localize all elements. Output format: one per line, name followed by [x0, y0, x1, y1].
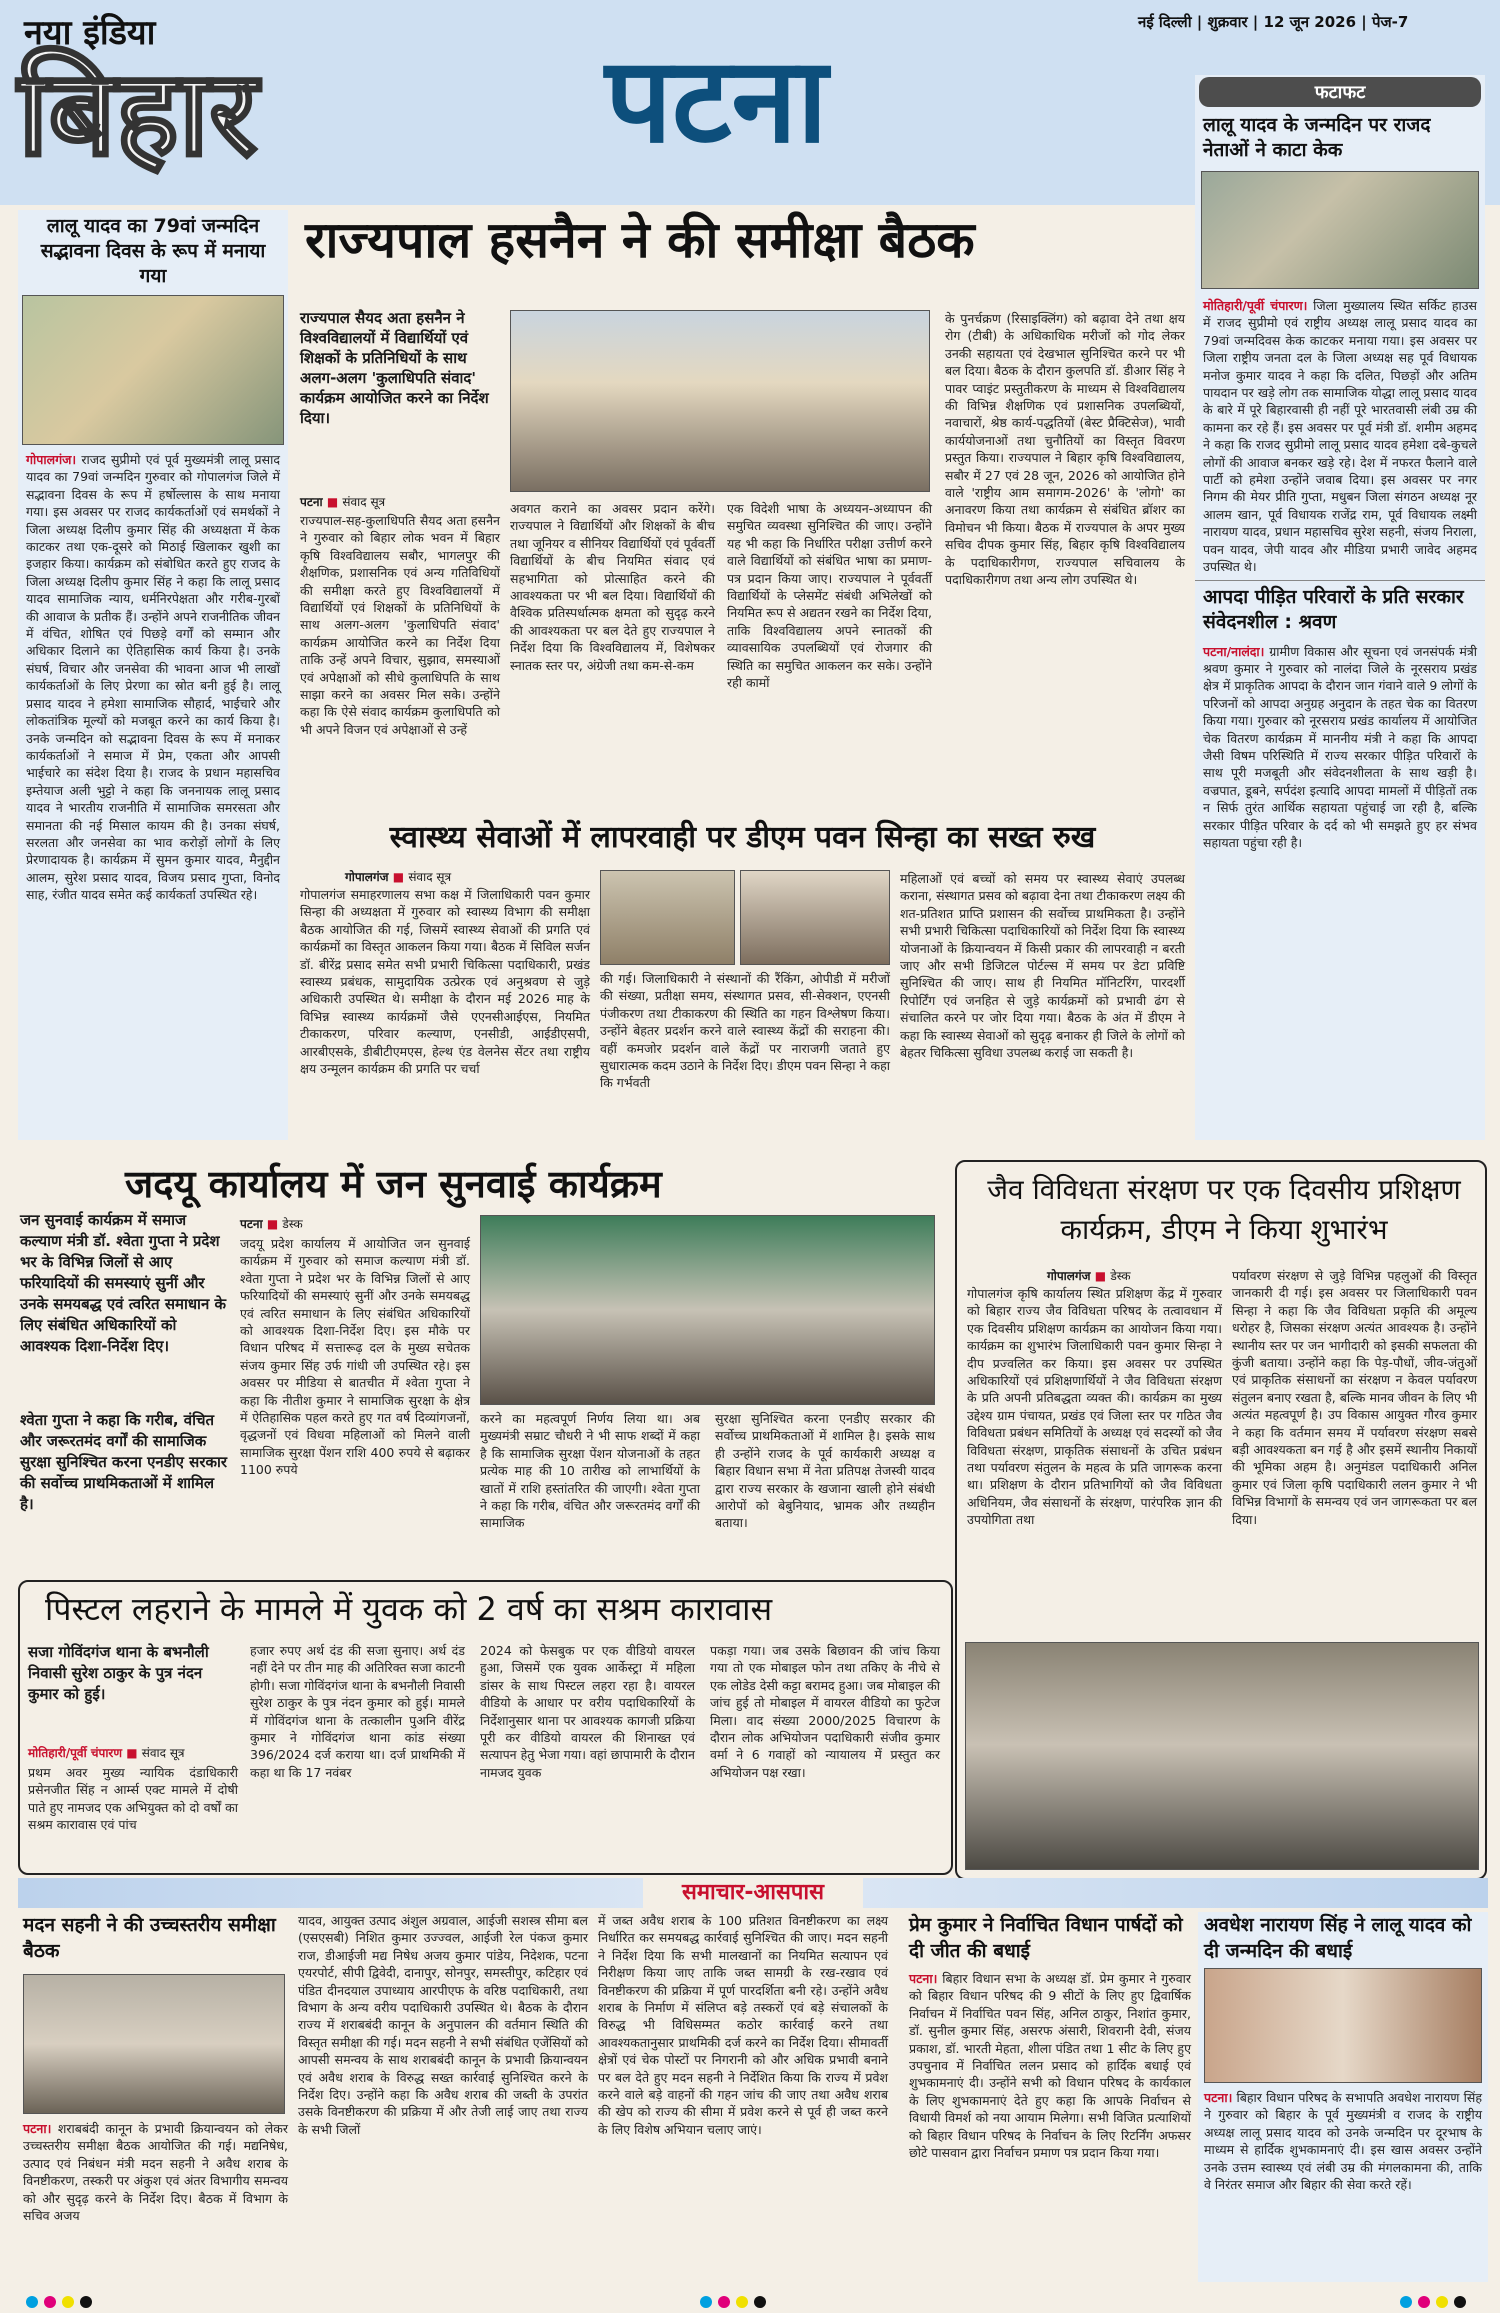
madan-col1: शराबबंदी कानून के प्रभावी क्रियान्वयन को लेकर उच्चस्तरीय समीक्षा बैठक आयोजित की गई। मद्यनिषेध, उत्पाद एवं निबंधन मंत्री मदन सहनी ने अवैध शराब के विनष्टीकरण, तस्करी पर अंकुश एवं अंतर विभागीय समन्वय को और सुदृढ़ करने के निर्देश दिए। बैठक में विभाग के सचिव अजय [23, 2121, 288, 2224]
jdu-col1: जदयू प्रदेश कार्यालय में आयोजित जन सुनवाई कार्यक्रम में गुरुवार को समाज कल्याण मंत्री डॉ. श्वेता गुप्ता ने प्रदेश भर के विभिन्न जिलों से आए फरियादियों की समस्याएं सुनीं और उनके समयबद्ध एवं त्वरित समाधान के लिए संबंधित अधिकारियों को आवश्यक दिशा-निर्देश दिए। इस मौके पर विधान परिषद में सत्तारूढ़ दल के मुख्य सचेतक संजय कुमार सिंह उर्फ गांधी जी उपस्थित रहे। इस अवसर पर मीडिया से बातचीत में श्वेता गुप्ता ने कहा कि नीतीश कुमार ने सामाजिक सुरक्षा के क्षेत्र में ऐतिहासिक पहल करते हुए गत वर्ष दिव्यांगजनों, वृद्धजनों एवं विधवा महिलाओं को मिलने वाली सामाजिक सुरक्षा पेंशन राशि 400 रुपये से बढ़ाकर 1100 रुपये [240, 1236, 470, 1478]
pistol-place: मोतिहारी/पूर्वी चंपारण [28, 1746, 123, 1760]
health-col2: की गई। जिलाधिकारी ने संस्थानों की रैंकिंग, ओपीडी में मरीजों की संख्या, प्रतीक्षा समय, संस्थागत प्रसव, सी-सेक्शन, एएनसी पंजीकरण तथा टीकाकरण की स्थिति का गहन विश्लेषण किया। उन्होंने बेहतर प्रदर्शन करने वाले स्वास्थ्य केंद्रों की सराहना की। वहीं कमजोर प्रदर्शन वाले केंद्रों पर नाराजगी जताते हुए सुधारात्मक कदम उठाने के निर्देश दिए। डीएम पवन सिन्हा ने कहा कि गर्भवती [600, 971, 890, 1091]
prem-body: बिहार विधान सभा के अध्यक्ष डॉ. प्रेम कुमार ने गुरुवार को बिहार विधान परिषद की 9 सीटों के लिए हुए द्विवार्षिक निर्वाचन में निर्वाचित पवन सिंह, अनिल ठाकुर, निशांत कुमार, डॉ. सुनील कुमार सिंह, असरफ अंसारी, शिवरानी देवी, संजय प्रकाश, डॉ. भारती मेहता, शीला पंडित तथा 1 सीट के लिए हुए उपचुनाव में निर्वाचित ललन प्रसाद को हार्दिक बधाई एवं शुभकामनाएं दी। उन्होंने सभी को विधान परिषद के कार्यकाल के लिए शुभकामनाएं देते हुए कहा कि आपके निर्वाचन से विधायी विमर्श को नया आयाम मिलेगा। सभी विजित प्रत्याशियों को बिहार विधान परिषद के निर्वाचन के लिए रिटर्निंग अफसर छोटे पासवान द्वारा निर्वाचन प्रमाण पत्र प्रदान किया गया। [909, 1971, 1191, 2161]
madan-col2: यादव, आयुक्त उत्पाद अंशुल अग्रवाल, आईजी सशस्त्र सीमा बल (एसएसबी) निशित कुमार उज्ज्वल, आईजी रेल पंकज कुमार राज, डीआईजी मद्य निषेध अजय कुमार पांडेय, निदेशक, पटना एयरपोर्ट, सीपी द्विवेदी, दानापुर, सोनपुर, समस्तीपुर, कटिहार एवं पंडित दीनदयाल उपाध्याय आरपीएफ के वरिष्ठ पदाधिकारी, तथा विभाग के अन्य वरीय पदाधिकारी उपस्थित थे। बैठक के दौरान राज्य में शराबबंदी कानून के अनुपालन की वर्तमान स्थिति की विस्तृत समीक्षा की गई। मदन सहनी ने सभी संबंधित एजेंसियों को आपसी समन्वय के साथ शराबबंदी कानून के प्रभावी क्रियान्वयन एवं अवैध शराब के विरुद्ध सख्त कार्रवाई सुनिश्चित करने के निर्देश दिए। उन्होंने कहा कि अवैध शराब की जब्ती के उपरांत उसके विनष्टीकरण की प्रक्रिया में और तेजी लाई जाए तथा राज्य के सभी जिलों [298, 1913, 588, 2137]
jdu-source: डेस्क [282, 1217, 303, 1231]
governor-place: पटना [300, 495, 323, 509]
biodiv-col2: पर्यावरण संरक्षण से जुड़े विभिन्न पहलुओं की विस्तृत जानकारी दी गई। इस अवसर पर जिलाधिकारी पवन सिन्हा ने कहा कि जैव विविधता प्रकृति की अमूल्य धरोहर है, जिसका संरक्षण अत्यंत आवश्यक है। उन्होंने स्थानीय स्तर पर जन भागीदारी को इसकी सफलता की कुंजी बताया। उन्होंने कहा कि पेड़-पौधों, जीव-जंतुओं एवं प्राकृतिक संसाधनों का संरक्षण न केवल पर्यावरण संतुलन बनाए रखता है, बल्कि मानव जीवन के लिए भी अत्यंत महत्वपूर्ण है। उप विकास आयुक्त गौरव कुमार ने कहा कि वर्तमान समय में पर्यावरण संरक्षण सबसे बड़ी आवश्यकता बन गई है और इसमें स्थानीय निकायों की भूमिका अहम है। अनुमंडल पदाधिकारी अनिल कुमार एवं जिला कृषि पदाधिकारी ललन कुमार ने भी विभिन्न विभागों के समन्वय एवं जन जागरूकता पर बल दिया। [1232, 1268, 1477, 1527]
pistol-pull: सजा गोविंदगंज थाना के बभनौली निवासी सुरेश ठाकुर के पुत्र नंदन कुमार को हुई। [28, 1643, 209, 1703]
biodiv-headline: जैव विविधता संरक्षण पर एक दिवसीय प्रशिक्षण कार्यक्रम, डीएम ने किया शुभारंभ [987, 1173, 1461, 1246]
pistol-col2: 2024 को फेसबुक पर एक वीडियो वायरल हुआ, जिसमें एक युवक आर्केस्ट्रा में महिला डांसर के साथ पिस्टल लहरा रहा है। वायरल वीडियो के आधार पर वरीय पदाधिकारियों के निर्देशानुसार थाना पर आवश्यक कागजी प्रक्रिया पूरी कर वीडियो वायरल की शिनाख्त एवं सत्यापन हेतु भेजा गया। वहां छापामारी के दौरान नामजद युवक [480, 1643, 695, 1780]
pistol-col1: हजार रुपए अर्थ दंड की सजा सुनाए। अर्थ दंड नहीं देने पर तीन माह की अतिरिक्त सजा काटनी होगी। सजा गोविंदगंज थाना के बभनौली निवासी सुरेश ठाकुर के पुत्र नंदन कुमार को हुई। मामले में गोविंदगंज थाना के तत्कालीन पुअनि वीरेंद्र कुमार ने गोविंदगंज थाना कांड संख्या 396/2024 दर्ज कराया था। दर्ज प्राथमिकी में कहा था कि 17 नवंबर [250, 1643, 465, 1780]
jdu-col2: करने का महत्वपूर्ण निर्णय लिया था। अब मुख्यमंत्री सम्राट चौधरी ने भी साफ शब्दों में कहा है कि सामाजिक सुरक्षा पेंशन योजनाओं के तहत प्रत्येक माह की 10 तारीख को लाभार्थियों के खातों में राशि हस्तांतरित की जाएगी। श्वेता गुप्ता ने कहा कि गरीब, वंचित और जरूरतमंद वर्गों की सामाजिक [480, 1411, 700, 1531]
lalu-column [18, 210, 288, 1140]
health-headline: स्वास्थ्य सेवाओं में लापरवाही पर डीएम पवन सिन्हा का सख्त रुख [389, 820, 1096, 855]
madan-story [18, 1912, 898, 2282]
awadhesh-lalu-photo [1204, 1968, 1482, 2083]
madan-place: पटना। [23, 2121, 52, 2136]
pistol-story: पिस्टल लहराने के मामले में युवक को 2 वर्ष का सश्रम कारावास सजा गोविंदगंज थाना के बभनौली निवासी सुरेश ठाकुर के पुत्र नंदन कुमार को हुई। मोतिहारी/पूर्वी चंपारण ■ संवाद सूत्र प्रथम अवर मुख्य न्यायिक दंडाधिकारी प्रसेनजीत सिंह न आर्म्स एक्ट मामले में दोषी पाते हुए नामजद एक अभियुक्त को दो वर्षों का सश्रम कारावास एवं पांच हजार रुपए अर्थ दंड की सजा सुनाए। अर्थ दंड नहीं देने पर तीन माह की अतिरिक्त सजा काटनी होगी। सजा गोविंदगंज थाना के बभनौली निवासी सुरेश ठाकुर के पुत्र नंदन कुमार को हुई। मामले में गोविंदगंज थाना के तत्कालीन पुअनि वीरेंद्र कुमार ने गोविंदगंज थाना कांड संख्या 396/2024 दर्ज कराया था। दर्ज प्राथमिकी में कहा था कि 17 नवंबर 2024 को फेसबुक पर एक वीडियो वायरल हुआ, जिसमें एक युवक आर्केस्ट्रा में महिला डांसर के साथ पिस्टल लहरा रहा है। वायरल वीडियो के आधार पर वरीय पदाधिकारियों के निर्देशानुसार थाना पर आवश्यक कागजी प्रक्रिया पूरी कर वीडियो वायरल की शिनाख्त एवं सत्यापन हेतु भेजा गया। वहां छापामारी के दौरान नामजद युवक पकड़ा गया। जब उसके बिछावन की जांच किया गया तो एक मोबाइल फोन तथा तकिए के नीचे से एक लोडेड देसी कट्टा बरामद हुआ। जब मोबाइल की जांच हुई तो मोबाइल में वायरल वीडियो का फुटेज मिला। वाद संख्या 2000/2025 विचारण के दौरान लोक अभियोजन पदाधिकारी संजीव कुमार वर्मा ने 6 गवाहों को न्यायालय में प्रस्तुत कर अभियोजन पक्ष रखा। [18, 1580, 953, 1875]
madan-headline: मदन सहनी ने की उच्चस्तरीय समीक्षा बैठक [23, 1914, 276, 1962]
jdu-pull: श्वेता गुप्ता ने कहा कि गरीब, वंचित और जरूरतमंद वर्गों की सामाजिक सुरक्षा सुनिश्चित करना एनडीए सरकार की सर्वोच्च प्राथमिकताओं में शामिल है। [20, 1411, 227, 1513]
cake-cutting-photo [1201, 171, 1479, 289]
governor-meeting-photo [510, 310, 930, 492]
madan-meeting-photo [23, 1974, 285, 2114]
fatafat-column [1195, 75, 1485, 1140]
pistol-col3: पकड़ा गया। जब उसके बिछावन की जांच किया गया तो एक मोबाइल फोन तथा तकिए के नीचे से एक लोडेड देसी कट्टा बरामद हुआ। जब मोबाइल की जांच हुई तो मोबाइल में वायरल वीडियो का फुटेज मिला। वाद संख्या 2000/2025 विचारण के दौरान लोक अभियोजन पदाधिकारी संजीव कुमार वर्मा ने 6 गवाहों को न्यायालय में प्रस्तुत कर अभियोजन पक्ष रखा। [710, 1643, 940, 1780]
fatafat-tag: फटाफट [1199, 77, 1481, 107]
dateline: नई दिल्ली | शुक्रवार | 12 जून 2026 | पेज-7 [1138, 13, 1409, 31]
health-col1: गोपालगंज समाहरणालय सभा कक्ष में जिलाधिकारी पवन कुमार सिन्हा की अध्यक्षता में गुरुवार को स्वास्थ्य विभाग की समीक्षा बैठक आयोजित की गई, जिसमें स्वास्थ्य सेवाओं की प्रगति एवं कार्यक्रमों का विस्तृत आकलन किया गया। बैठक में सिविल सर्जन डॉ. बीरेंद्र प्रसाद समेत सभी प्रभारी चिकित्सा पदाधिकारी, प्रखंड स्वास्थ्य प्रबंधक, सामुदायिक उत्प्रेरक एवं अनुश्रवण से जुड़े अधिकारी उपस्थित थे। समीक्षा के दौरान मई 2026 माह के विभिन्न स्वास्थ्य कार्यक्रमों जैसे एएनसीआईएस, नियमित टीकाकरण, परिवार कल्याण, एनसीडी, आईडीएसपी, आरबीएसके, डीबीटीएमएस, हेल्थ एंड वेलनेस सेंटर तथा राष्ट्रीय क्षय उन्मूलन कार्यक्रम की प्रगति पर चर्चा [300, 887, 590, 1077]
fatafat-place2: पटना/नालंदा। [1203, 643, 1265, 659]
governor-story: राज्यपाल हसनैन ने की समीक्षा बैठक राज्यपाल सैयद अता हसनैन ने विश्वविद्यालयों में विद्यार्थियों एवं शिक्षकों के प्रतिनिधियों के साथ अलग-अलग 'कुलाधिपति संवाद' कार्यक्रम आयोजित करने का निर्देश दिया। पटना ■ संवाद सूत्र राज्यपाल-सह-कुलाधिपति सैयद अता हसनैन ने गुरुवार को बिहार लोक भवन में बिहार कृषि विश्वविद्यालय सबौर, भागलपुर की शैक्षणिक, प्रशासनिक एवं अन्य गतिविधियों की समीक्षा करते हुए विश्वविद्यालयों में विद्यार्थियों एवं शिक्षकों के प्रतिनिधियों के साथ अलग-अलग 'कुलाधिपति संवाद' कार्यक्रम आयोजित करने का निर्देश दिया ताकि उन्हें अपने विचार, सुझाव, समस्याओं एवं अपेक्षाओं को सीधे कुलाधिपति के साथ साझा करने का अवसर मिल सके। उन्होंने कहा कि ऐसे संवाद कार्यक्रम कुलाधिपति को भी अपने विजन एवं अपेक्षाओं से उन्हें अवगत कराने का अवसर प्रदान करेंगे। राज्यपाल ने विद्यार्थियों और शिक्षकों के बीच तथा जूनियर व सीनियर विद्यार्थियों एवं पूर्ववर्ती विद्यार्थियों के बीच नियमित संवाद एवं सहभागिता को प्रोत्साहित करने की आवश्यकता पर भी बल दिया। विद्यार्थियों की वैश्विक प्रतिस्पर्धात्मक क्षमता को सुदृढ़ करने की आवश्यकता पर बल देते हुए राज्यपाल ने निर्देश दिया कि विश्वविद्यालय में, विशेषकर स्नातक स्तर पर, अंग्रेजी तथा कम-से-कम एक विदेशी भाषा के अध्ययन-अध्यापन की समुचित व्यवस्था सुनिश्चित की जाए। उन्होंने यह भी कहा कि निर्धारित परीक्षा उत्तीर्ण करने वाले विद्यार्थियों को संबंधित भाषा का प्रमाण-पत्र प्रदान किया जाए। राज्यपाल ने पूर्ववर्ती विद्यार्थियों के प्लेसमेंट संबंधी अभिलेखों को नियमित रूप से अद्यतन रखने का निर्देश दिया, ताकि विश्वविद्यालय अपने स्नातकों की व्यावसायिक उपलब्धियों एवं रोजगार की स्थिति का समुचित आकलन कर सके। उन्होंने रही कामों के पुनर्चक्रण (रिसाइक्लिंग) को बढ़ावा देने तथा क्षय रोग (टीबी) के अधिकाधिक मरीजों को गोद लेकर उनकी सहायता एवं देखभाल सुनिश्चित करने पर भी बल दिया। बैठक के दौरान कुलपति डॉ. डीआर सिंह ने पावर प्वाइंट प्रस्तुतीकरण के माध्यम से विश्वविद्यालय की विभिन्न शैक्षणिक एवं प्रशासनिक उपलब्धियों, नवाचारों, श्रेष्ठ कार्य-पद्धतियों (बेस्ट प्रैक्टिसेज), भावी कार्ययोजनाओं तथा चुनौतियों का विस्तृत विवरण प्रस्तुत किया। राज्यपाल ने बिहार कृषि विश्वविद्यालय, सबौर में 27 एवं 28 जून, 2026 को आयोजित होने वाले 'राष्ट्रीय आम समागम-2026' के 'लोगो' का अनावरण किया तथा कार्यक्रम से संबंधित ब्रॉशर का विमोचन भी किया। बैठक में राज्यपाल के अपर मुख्य सचिव दीपक कुमार सिंह, बिहार कृषि विश्वविद्यालय के पदाधिकारीगण, राज्यपाल सचिवालय के पदाधिकारीगण तथा अन्य लोग उपस्थित थे। [295, 210, 1190, 830]
jdu-lead: जन सुनवाई कार्यक्रम में समाज कल्याण मंत्री डॉ. श्वेता गुप्ता ने प्रदेश भर के विभिन्न जिलों से आए फरियादियों की समस्याएं सुनीं और उनके समयबद्ध एवं त्वरित समाधान के लिए संबंधित अधिकारियों को आवश्यक दिशा-निर्देश दिए। [20, 1211, 227, 1355]
fatafat-headline: लालू यादव के जन्मदिन पर राजद नेताओं ने काटा केक [1203, 114, 1431, 161]
health-meeting-photo-2 [740, 870, 890, 965]
fatafat-body2: ग्रामीण विकास और सूचना एवं जनसंपर्क मंत्री श्रवण कुमार ने गुरुवार को नालंदा जिले के नूरसराय प्रखंड क्षेत्र में प्राकृतिक आपदा के दौरान जान गंवाने वाले 9 लोगों के परिजनों को आपदा अनुग्रह अनुदान के तहत चेक का वितरण किया गया। गुरुवार को नूरसराय प्रखंड कार्यालय में आयोजित चेक वितरण कार्यक्रम में माननीय मंत्री ने कहा कि आपदा जैसी विषम परिस्थिति में राज्य सरकार पीड़ित परिवारों के साथ पूरी मजबूती और संवेदनशीलता के साथ खड़ी है। वज्रपात, डूबने, सर्पदंश इत्यादि आपदा मामलों में पीड़ितों तक न सिर्फ तुरंत आर्थिक सहायता पहुंचाई जा रही है, बल्कि सरकार पीड़ित परिवार के दर्द को भी समझते हुए हर संभव सहायता पहुंचा रही है। [1203, 643, 1477, 850]
governor-source: संवाद सूत्र [342, 495, 386, 509]
pistol-col0: प्रथम अवर मुख्य न्यायिक दंडाधिकारी प्रसेनजीत सिंह न आर्म्स एक्ट मामले में दोषी पाते हुए नामजद एक अभियुक्त को दो वर्षों का सश्रम कारावास एवं पांच [28, 1765, 238, 1833]
health-place: गोपालगंज [345, 870, 389, 884]
jdu-story: जदयू कार्यालय में जन सुनवाई कार्यक्रम जन सुनवाई कार्यक्रम में समाज कल्याण मंत्री डॉ. श्वेता गुप्ता ने प्रदेश भर के विभिन्न जिलों से आए फरियादियों की समस्याएं सुनीं और उनके समयबद्ध एवं त्वरित समाधान के लिए संबंधित अधिकारियों को आवश्यक दिशा-निर्देश दिए। श्वेता गुप्ता ने कहा कि गरीब, वंचित और जरूरतमंद वर्गों की सामाजिक सुरक्षा सुनिश्चित करना एनडीए सरकार की सर्वोच्च प्राथमिकताओं में शामिल है। पटना ■ डेस्क जदयू प्रदेश कार्यालय में आयोजित जन सुनवाई कार्यक्रम में गुरुवार को समाज कल्याण मंत्री डॉ. श्वेता गुप्ता ने प्रदेश भर के विभिन्न जिलों से आए फरियादियों की समस्याएं सुनीं और उनके समयबद्ध एवं त्वरित समाधान के लिए संबंधित अधिकारियों को आवश्यक दिशा-निर्देश दिए। इस मौके पर विधान परिषद में सत्तारूढ़ दल के मुख्य सचेतक संजय कुमार सिंह उर्फ गांधी जी उपस्थित रहे। इस अवसर पर मीडिया से बातचीत में श्वेता गुप्ता ने कहा कि नीतीश कुमार ने सामाजिक सुरक्षा के क्षेत्र में ऐतिहासिक पहल करते हुए गत वर्ष दिव्यांगजनों, वृद्धजनों एवं विधवा महिलाओं को मिलने वाली सामाजिक सुरक्षा पेंशन राशि 400 रुपये से बढ़ाकर 1100 रुपये करने का महत्वपूर्ण निर्णय लिया था। अब मुख्यमंत्री सम्राट चौधरी ने भी साफ शब्दों में कहा है कि सामाजिक सुरक्षा पेंशन योजनाओं के तहत प्रत्येक माह की 10 तारीख को लाभार्थियों के खातों में राशि हस्तांतरित की जाएगी। श्वेता गुप्ता ने कहा कि गरीब, वंचित और जरूरतमंद वर्गों की सामाजिक सुरक्षा सुनिश्चित करना एनडीए सरकार की सर्वोच्च प्राथमिकताओं में शामिल है। इसके साथ ही उन्होंने राजद के पूर्व कार्यकारी अध्यक्ष व बिहार विधान सभा में नेता प्रतिपक्ष तेजस्वी यादव द्वारा राज्य सरकार के खजाना खाली होने संबंधी आरोपों को बेबुनियाद, भ्रामक और तथ्यहीन बताया। [15, 1160, 950, 1570]
lalu-place: गोपालगंज। [26, 452, 77, 467]
governor-col3: एक विदेशी भाषा के अध्ययन-अध्यापन की समुचित व्यवस्था सुनिश्चित की जाए। उन्होंने यह भी कहा कि निर्धारित परीक्षा उत्तीर्ण करने वाले विद्यार्थियों को संबंधित भाषा का प्रमाण-पत्र प्रदान किया जाए। राज्यपाल ने पूर्ववर्ती विद्यार्थियों के प्लेसमेंट संबंधी अभिलेखों को नियमित रूप से अद्यतन रखने का निर्देश दिया, ताकि विश्वविद्यालय अपने स्नातकों की व्यावसायिक उपलब्धियों एवं रोजगार की स्थिति का समुचित आकलन कर सके। उन्होंने रही कामों [727, 501, 932, 691]
governor-col2: अवगत कराने का अवसर प्रदान करेंगे। राज्यपाल ने विद्यार्थियों और शिक्षकों के बीच तथा जूनियर व सीनियर विद्यार्थियों एवं पूर्ववर्ती विद्यार्थियों के बीच नियमित संवाद एवं सहभागिता को प्रोत्साहित करने की आवश्यकता पर भी बल दिया। विद्यार्थियों की वैश्विक प्रतिस्पर्धात्मक क्षमता को सुदृढ़ करने की आवश्यकता पर बल देते हुए राज्यपाल ने निर्देश दिया कि विश्वविद्यालय में, विशेषकर स्नातक स्तर पर, अंग्रेजी तथा कम-से-कम [510, 501, 715, 673]
biodiv-place: गोपालगंज [1047, 1269, 1091, 1283]
health-source: संवाद सूत्र [408, 870, 452, 884]
prem-headline: प्रेम कुमार ने निर्वाचित विधान पार्षदों को दी जीत की बधाई [909, 1914, 1183, 1962]
fatafat-place: मोतिहारी/पूर्वी चंपारण। [1203, 298, 1308, 313]
health-story: स्वास्थ्य सेवाओं में लापरवाही पर डीएम पवन सिन्हा का सख्त रुख गोपालगंज ■ संवाद सूत्र गोपालगंज समाहरणालय सभा कक्ष में जिलाधिकारी पवन कुमार सिन्हा की अध्यक्षता में गुरुवार को स्वास्थ्य विभाग की समीक्षा बैठक आयोजित की गई, जिसमें स्वास्थ्य सेवाओं की प्रगति एवं कार्यक्रमों का विस्तृत आकलन किया गया। बैठक में सिविल सर्जन डॉ. बीरेंद्र प्रसाद समेत सभी प्रभारी चिकित्सा पदाधिकारी, प्रखंड स्वास्थ्य प्रबंधक, सामुदायिक उत्प्रेरक एवं अनुश्रवण से जुड़े अधिकारी उपस्थित थे। समीक्षा के दौरान मई 2026 माह के विभिन्न स्वास्थ्य कार्यक्रमों जैसे एएनसीआईएस, नियमित टीकाकरण, परिवार कल्याण, एनसीडी, आईडीएसपी, आरबीएसके, डीबीटीएमएस, हेल्थ एंड वेलनेस सेंटर तथा राष्ट्रीय क्षय उन्मूलन कार्यक्रम की प्रगति पर चर्चा की गई। जिलाधिकारी ने संस्थानों की रैंकिंग, ओपीडी में मरीजों की संख्या, प्रतीक्षा समय, संस्थागत प्रसव, सी-सेक्शन, एएनसी पंजीकरण तथा टीकाकरण की स्थिति का गहन विश्लेषण किया। उन्होंने बेहतर प्रदर्शन करने वाले स्वास्थ्य केंद्रों की सराहना की। वहीं कमजोर प्रदर्शन वाले केंद्रों पर नाराजगी जताते हुए सुधारात्मक कदम उठाने के निर्देश दिए। डीएम पवन सिन्हा ने कहा कि गर्भवती महिलाओं एवं बच्चों को समय पर स्वास्थ्य सेवाएं उपलब्ध कराना, संस्थागत प्रसव को बढ़ावा देना तथा टीकाकरण लक्ष्य की शत-प्रतिशत प्राप्ति प्रशासन की सर्वोच्च प्राथमिकता है। उन्होंने सभी प्रभारी चिकित्सा पदाधिकारियों को निर्देश दिया कि स्वास्थ्य योजनाओं के क्रियान्वयन में किसी प्रकार की लापरवाही न बरती जाए और सभी डिजिटल पोर्टल्स में समय पर डेटा प्रविष्टि सुनिश्चित की जाए। साथ ही नियमित मॉनिटरिंग, पारदर्शी रिपोर्टिंग एवं जनहित से जुड़े कार्यक्रमों को प्रभावी ढंग से संचालित करने पर जोर दिया गया। बैठक के अंत में डीएम ने कहा कि स्वास्थ्य सेवाओं को सुदृढ़ बनाकर ही जिले के लोगों को बेहतर चिकित्सा सुविधा उपलब्ध कराई जा सकती है। [295, 818, 1190, 1148]
jdu-col3: सुरक्षा सुनिश्चित करना एनडीए सरकार की सर्वोच्च प्राथमिकताओं में शामिल है। इसके साथ ही उन्होंने राजद के पूर्व कार्यकारी अध्यक्ष व बिहार विधान सभा में नेता प्रतिपक्ष तेजस्वी यादव द्वारा राज्य सरकार के खजाना खाली होने संबंधी आरोपों को बेबुनियाद, भ्रामक और तथ्यहीन बताया। [715, 1411, 935, 1531]
madan-col3: में जब्त अवैध शराब के 100 प्रतिशत विनष्टीकरण का लक्ष्य निर्धारित कर समयबद्ध कार्रवाई सुनिश्चित की जाए। मदन सहनी ने निर्देश दिया कि सभी मालखानों का नियमित सत्यापन एवं निरीक्षण किया जाए ताकि जब्त सामग्री के रख-रखाव एवं विनष्टीकरण की प्रक्रिया में पूर्ण पारदर्शिता बनी रहे। उन्होंने अवैध शराब के निर्माण में संलिप्त बड़े तस्करों एवं बड़े संचालकों के विरुद्ध भी विधिसम्मत कठोर कार्रवाई करने तथा आवश्यकतानुसार प्राथमिकी दर्ज करने का निर्देश दिया। सीमावर्ती क्षेत्रों एवं चेक पोस्टों पर निगरानी को और अधिक प्रभावी बनाने पर बल देते हुए मदन सहनी ने निर्देशित किया कि राज्य में प्रवेश करने वाले बड़े वाहनों की गहन जांच की जाए तथा अवैध शराब की खेप को राज्य की सीमा में प्रवेश करने से पूर्व ही जब्त करने के लिए विशेष अभियान चलाए जाएं। [598, 1913, 888, 2137]
biodiv-photo [965, 1642, 1479, 1870]
brand-logo: नया इंडिया [24, 13, 156, 53]
lalu-headline: लालू यादव का 79वां जन्मदिन सद्भावना दिवस के रूप में मनाया गया [40, 215, 266, 287]
state-title: बिहार [18, 44, 258, 182]
health-meeting-photo-1 [600, 870, 735, 965]
print-register-marks [0, 2292, 1500, 2313]
awadhesh-story [1198, 1912, 1488, 2282]
prem-story [905, 1912, 1195, 2282]
biodiv-col1: गोपालगंज कृषि कार्यालय स्थित प्रशिक्षण केंद्र में गुरुवार को बिहार राज्य जैव विविधता परिषद के तत्वावधान में एक दिवसीय प्रशिक्षण कार्यक्रम का आयोजन किया गया। कार्यक्रम का शुभारंभ जिलाधिकारी पवन कुमार सिन्हा ने दीप प्रज्वलित कर किया। इस अवसर पर उपस्थित अधिकारियों एवं प्रशिक्षणार्थियों ने जैव विविधता संरक्षण के प्रति अपनी प्रतिबद्धता व्यक्त की। कार्यक्रम का मुख्य उद्देश्य ग्राम पंचायत, प्रखंड एवं जिला स्तर पर गठित जैव विविधता प्रबंधन समितियों के अध्यक्ष एवं सदस्यों को जैव विविधता संरक्षण, प्राकृतिक संसाधनों के उचित प्रबंधन तथा पर्यावरण संतुलन के महत्व के प्रति जागरूक करना था। प्रशिक्षण के दौरान प्रतिभागियों को जैव विविधता अधिनियम, जैव संसाधनों के संरक्षण, पारंपरिक ज्ञान की उपयोगिता तथा [967, 1286, 1222, 1528]
awadhesh-headline: अवधेश नारायण सिंह ने लालू यादव को दी जन्मदिन की बधाई [1204, 1914, 1472, 1962]
biodiv-source: डेस्क [1110, 1269, 1131, 1283]
aaspaas-banner [18, 1878, 1488, 1908]
governor-intro: राज्यपाल सैयद अता हसनैन ने विश्वविद्यालयों में विद्यार्थियों एवं शिक्षकों के प्रतिनिधियों के साथ अलग-अलग 'कुलाधिपति संवाद' कार्यक्रम आयोजित करने का निर्देश दिया। [300, 309, 489, 427]
health-col3: महिलाओं एवं बच्चों को समय पर स्वास्थ्य सेवाएं उपलब्ध कराना, संस्थागत प्रसव को बढ़ावा देना तथा टीकाकरण लक्ष्य की शत-प्रतिशत प्राप्ति प्रशासन की सर्वोच्च प्राथमिकता है। उन्होंने सभी प्रभारी चिकित्सा पदाधिकारियों को निर्देश दिया कि स्वास्थ्य योजनाओं के क्रियान्वयन में किसी प्रकार की लापरवाही न बरती जाए और सभी डिजिटल पोर्टल्स में समय पर डेटा प्रविष्टि सुनिश्चित की जाए। साथ ही नियमित मॉनिटरिंग, पारदर्शी रिपोर्टिंग एवं जनहित से जुड़े कार्यक्रमों को प्रभावी ढंग से संचालित करने पर जोर दिया गया। बैठक के अंत में डीएम ने कहा कि स्वास्थ्य सेवाओं को सुदृढ़ बनाकर ही जिले के लोगों को बेहतर चिकित्सा सुविधा उपलब्ध कराई जा सकती है। [900, 871, 1185, 1061]
governor-col4: के पुनर्चक्रण (रिसाइक्लिंग) को बढ़ावा देने तथा क्षय रोग (टीबी) के अधिकाधिक मरीजों को गोद लेकर उनकी सहायता एवं देखभाल सुनिश्चित करने पर भी बल दिया। बैठक के दौरान कुलपति डॉ. डीआर सिंह ने पावर प्वाइंट प्रस्तुतीकरण के माध्यम से विश्वविद्यालय की विभिन्न शैक्षणिक एवं प्रशासनिक उपलब्धियों, नवाचारों, श्रेष्ठ कार्य-पद्धतियों (बेस्ट प्रैक्टिसेज), भावी कार्ययोजनाओं तथा चुनौतियों का विस्तृत विवरण प्रस्तुत किया। राज्यपाल ने बिहार कृषि विश्वविद्यालय, सबौर में 27 एवं 28 जून, 2026 को आयोजित होने वाले 'राष्ट्रीय आम समागम-2026' के 'लोगो' का अनावरण किया तथा कार्यक्रम से संबंधित ब्रॉशर का विमोचन भी किया। बैठक में राज्यपाल के अपर मुख्य सचिव दीपक कुमार सिंह, बिहार कृषि विश्वविद्यालय के पदाधिकारीगण, राज्यपाल सचिवालय के पदाधिकारीगण तथा अन्य लोग उपस्थित थे। [945, 311, 1185, 588]
governor-headline: राज्यपाल हसनैन ने की समीक्षा बैठक [305, 211, 975, 269]
fatafat-subhead: आपदा पीड़ित परिवारों के प्रति सरकार संवेदनशील : श्रवण [1195, 580, 1485, 639]
governor-col1: राज्यपाल-सह-कुलाधिपति सैयद अता हसनैन ने गुरुवार को बिहार लोक भवन में बिहार कृषि विश्वविद्यालय सबौर, भागलपुर की शैक्षणिक, प्रशासनिक एवं अन्य गतिविधियों की समीक्षा करते हुए विश्वविद्यालयों में विद्यार्थियों एवं शिक्षकों के प्रतिनिधियों के साथ अलग-अलग 'कुलाधिपति संवाद' कार्यक्रम आयोजित करने का निर्देश दिया ताकि उन्हें अपने विचार, सुझाव, समस्याओं एवं अपेक्षाओं को सीधे कुलाधिपति के साथ साझा करने का अवसर मिल सके। उन्होंने कहा कि ऐसे संवाद कार्यक्रम कुलाधिपति को भी अपने विजन एवं अपेक्षाओं से उन्हें [300, 513, 500, 737]
jdu-photo [480, 1215, 935, 1405]
biodiversity-story: जैव विविधता संरक्षण पर एक दिवसीय प्रशिक्षण कार्यक्रम, डीएम ने किया शुभारंभ गोपालगंज ■ डेस्क गोपालगंज कृषि कार्यालय स्थित प्रशिक्षण केंद्र में गुरुवार को बिहार राज्य जैव विविधता परिषद के तत्वावधान में एक दिवसीय प्रशिक्षण कार्यक्रम का आयोजन किया गया। कार्यक्रम का शुभारंभ जिलाधिकारी पवन कुमार सिन्हा ने दीप प्रज्वलित कर किया। इस अवसर पर उपस्थित अधिकारियों एवं प्रशिक्षणार्थियों ने जैव विविधता संरक्षण के प्रति अपनी प्रतिबद्धता व्यक्त की। कार्यक्रम का मुख्य उद्देश्य ग्राम पंचायत, प्रखंड एवं जिला स्तर पर गठित जैव विविधता प्रबंधन समितियों के अध्यक्ष एवं सदस्यों को जैव विविधता संरक्षण, प्राकृतिक संसाधनों के उचित प्रबंधन तथा पर्यावरण संतुलन के महत्व के प्रति जागरूक करना था। प्रशिक्षण के दौरान प्रतिभागियों को जैव विविधता अधिनियम, जैव संसाधनों के संरक्षण, पारंपरिक ज्ञान की उपयोगिता तथा पर्यावरण संरक्षण से जुड़े विभिन्न पहलुओं की विस्तृत जानकारी दी गई। इस अवसर पर जिलाधिकारी पवन सिन्हा ने कहा कि जैव विविधता प्रकृति की अमूल्य धरोहर है, जिसका संरक्षण अत्यंत आवश्यक है। उन्होंने स्थानीय स्तर पर जन भागीदारी को इसकी सफलता की कुंजी बताया। उन्होंने कहा कि पेड़-पौधों, जीव-जंतुओं एवं प्राकृतिक संसाधनों का संरक्षण न केवल पर्यावरण संतुलन बनाए रखता है, बल्कि मानव जीवन के लिए भी अत्यंत महत्वपूर्ण है। उप विकास आयुक्त गौरव कुमार ने कहा कि वर्तमान समय में पर्यावरण संरक्षण सबसे बड़ी आवश्यकता बन गई है और इसमें स्थानीय निकायों की भूमिका अहम है। अनुमंडल पदाधिकारी अनिल कुमार एवं जिला कृषि पदाधिकारी ललन कुमार ने भी विभिन्न विभागों के समन्वय एवं जन जागरूकता पर बल दिया। [955, 1160, 1487, 1880]
jdu-headline: जदयू कार्यालय में जन सुनवाई कार्यक्रम [125, 1162, 662, 1206]
awadhesh-place: पटना। [1204, 2090, 1233, 2105]
lalu-birthday-photo [22, 295, 284, 445]
jdu-place: पटना [240, 1217, 263, 1231]
pistol-source: संवाद सूत्र [141, 1746, 185, 1760]
fatafat-body: जिला मुख्यालय स्थित सर्किट हाउस में राजद सुप्रीमो एवं राष्ट्रीय अध्यक्ष लालू प्रसाद यादव का 79वां जन्मदिवस केक काटकर मनाया गया। इस अवसर पर जिला राष्ट्रीय जनता दल के जिला अध्यक्ष सह पूर्व विधायक मनोज कुमार यादव ने कहा कि दलित, पिछड़ों और अतिम पायदान पर खड़े लोग तक सामाजिक योद्धा लालू प्रसाद यादव के बारे में पूरे बिहारवासी ही नहीं पूरे भारतवासी लंबी उम्र की कामना कर रहे हैं। इस अवसर पर पूर्व मंत्री डॉ. शमीम अहमद ने कहा कि राजद सुप्रीमो लालू प्रसाद यादव हमेशा दबे-कुचले लोगों की आवाज बनकर खड़े रहे। देश में नफरत फैलाने वाले पार्टी को हमेशा उन्होंने जवाब दिया। इस अवसर पर नगर निगम की मेयर प्रीति गुप्ता, मधुबन जिला संगठन अध्यक्ष नूर आलम खान, पूर्व विधायक राजेंद्र राम, पूर्व विधायक लक्ष्मी नारायण यादव, प्रधान महासचिव सुरेश सहनी, संजय निराला, पवन यादव, जेपी यादव और मीडिया प्रभारी जावेद अहमद उपस्थित थे। [1203, 298, 1477, 575]
awadhesh-body: बिहार विधान परिषद के सभापति अवधेश नारायण सिंह ने गुरुवार को बिहार के पूर्व मुख्यमंत्री व राजद के राष्ट्रीय अध्यक्ष लालू प्रसाद यादव को उनके जन्मदिन पर दूरभाष के माध्यम से हार्दिक शुभकामनाएं दी। इस खास अवसर उन्होंने उनके उत्तम स्वास्थ्य एवं लंबी उम्र की मंगलकामना की, ताकि वे निरंतर समाज और बिहार की सेवा करते रहें। [1204, 2090, 1482, 2193]
prem-place: पटना। [909, 1971, 938, 1986]
lalu-body: राजद सुप्रीमो एवं पूर्व मुख्यमंत्री लालू प्रसाद यादव का 79वां जन्मदिन गुरुवार को गोपालगंज जिले में सद्भावना दिवस के रूप में हर्षोल्लास के साथ मनाया गया। इस अवसर पर राजद कार्यकर्ताओं एवं समर्थकों ने जिला अध्यक्ष दिलीप कुमार सिंह की अध्यक्षता में केक काटकर तथा एक-दूसरे को मिठाई खिलाकर खुशी का इजहार किया। कार्यक्रम को संबोधित करते हुए राजद के जिला अध्यक्ष दिलीप कुमार सिंह ने कहा कि लालू प्रसाद यादव सामाजिक न्याय, धर्मनिरपेक्षता और गरीब-गुरबों की आवाज के प्रतीक हैं। उन्होंने अपने राजनीतिक जीवन में वंचित, शोषित एवं पिछड़े वर्गों को सम्मान और अधिकार दिलाने का ऐतिहासिक कार्य किया है। उनके संघर्ष, विचार और जनसेवा की भावना आज भी लाखों कार्यकर्ताओं के लिए प्रेरणा का स्रोत बनी हुई है। लालू प्रसाद यादव ने हमेशा सामाजिक सौहार्द, भाईचारे और लोकतांत्रिक मूल्यों को मजबूत करने का कार्य किया है। उनके जन्मदिन को सद्भावना दिवस के रूप में मनाकर कार्यकर्ताओं ने समाज में प्रेम, एकता और आपसी भाईचारे का संदेश दिया है। राजद के प्रधान महासचिव इम्तेयाज अली भुट्टो ने कहा कि जननायक लालू प्रसाद यादव ने भारतीय राजनीति में सामाजिक समरसता और समानता की नई मिसाल कायम की है। उनका संघर्ष, सरलता और जनसेवा का भाव करोड़ों लोगों के लिए प्रेरणादायक है। कार्यक्रम में सुमन कुमार यादव, मैनुद्दीन आलम, सुरेश प्रसाद यादव, विजय प्रसाद गुप्ता, विनोद साह, रंजीत यादव समेत कई कार्यकर्ता उपस्थित रहे। [26, 452, 280, 903]
city-title: पटना [605, 31, 828, 169]
pistol-headline: पिस्टल लहराने के मामले में युवक को 2 वर्ष का सश्रम कारावास [45, 1590, 773, 1628]
aaspaas-title: समाचार-आसपास [643, 1878, 863, 1908]
